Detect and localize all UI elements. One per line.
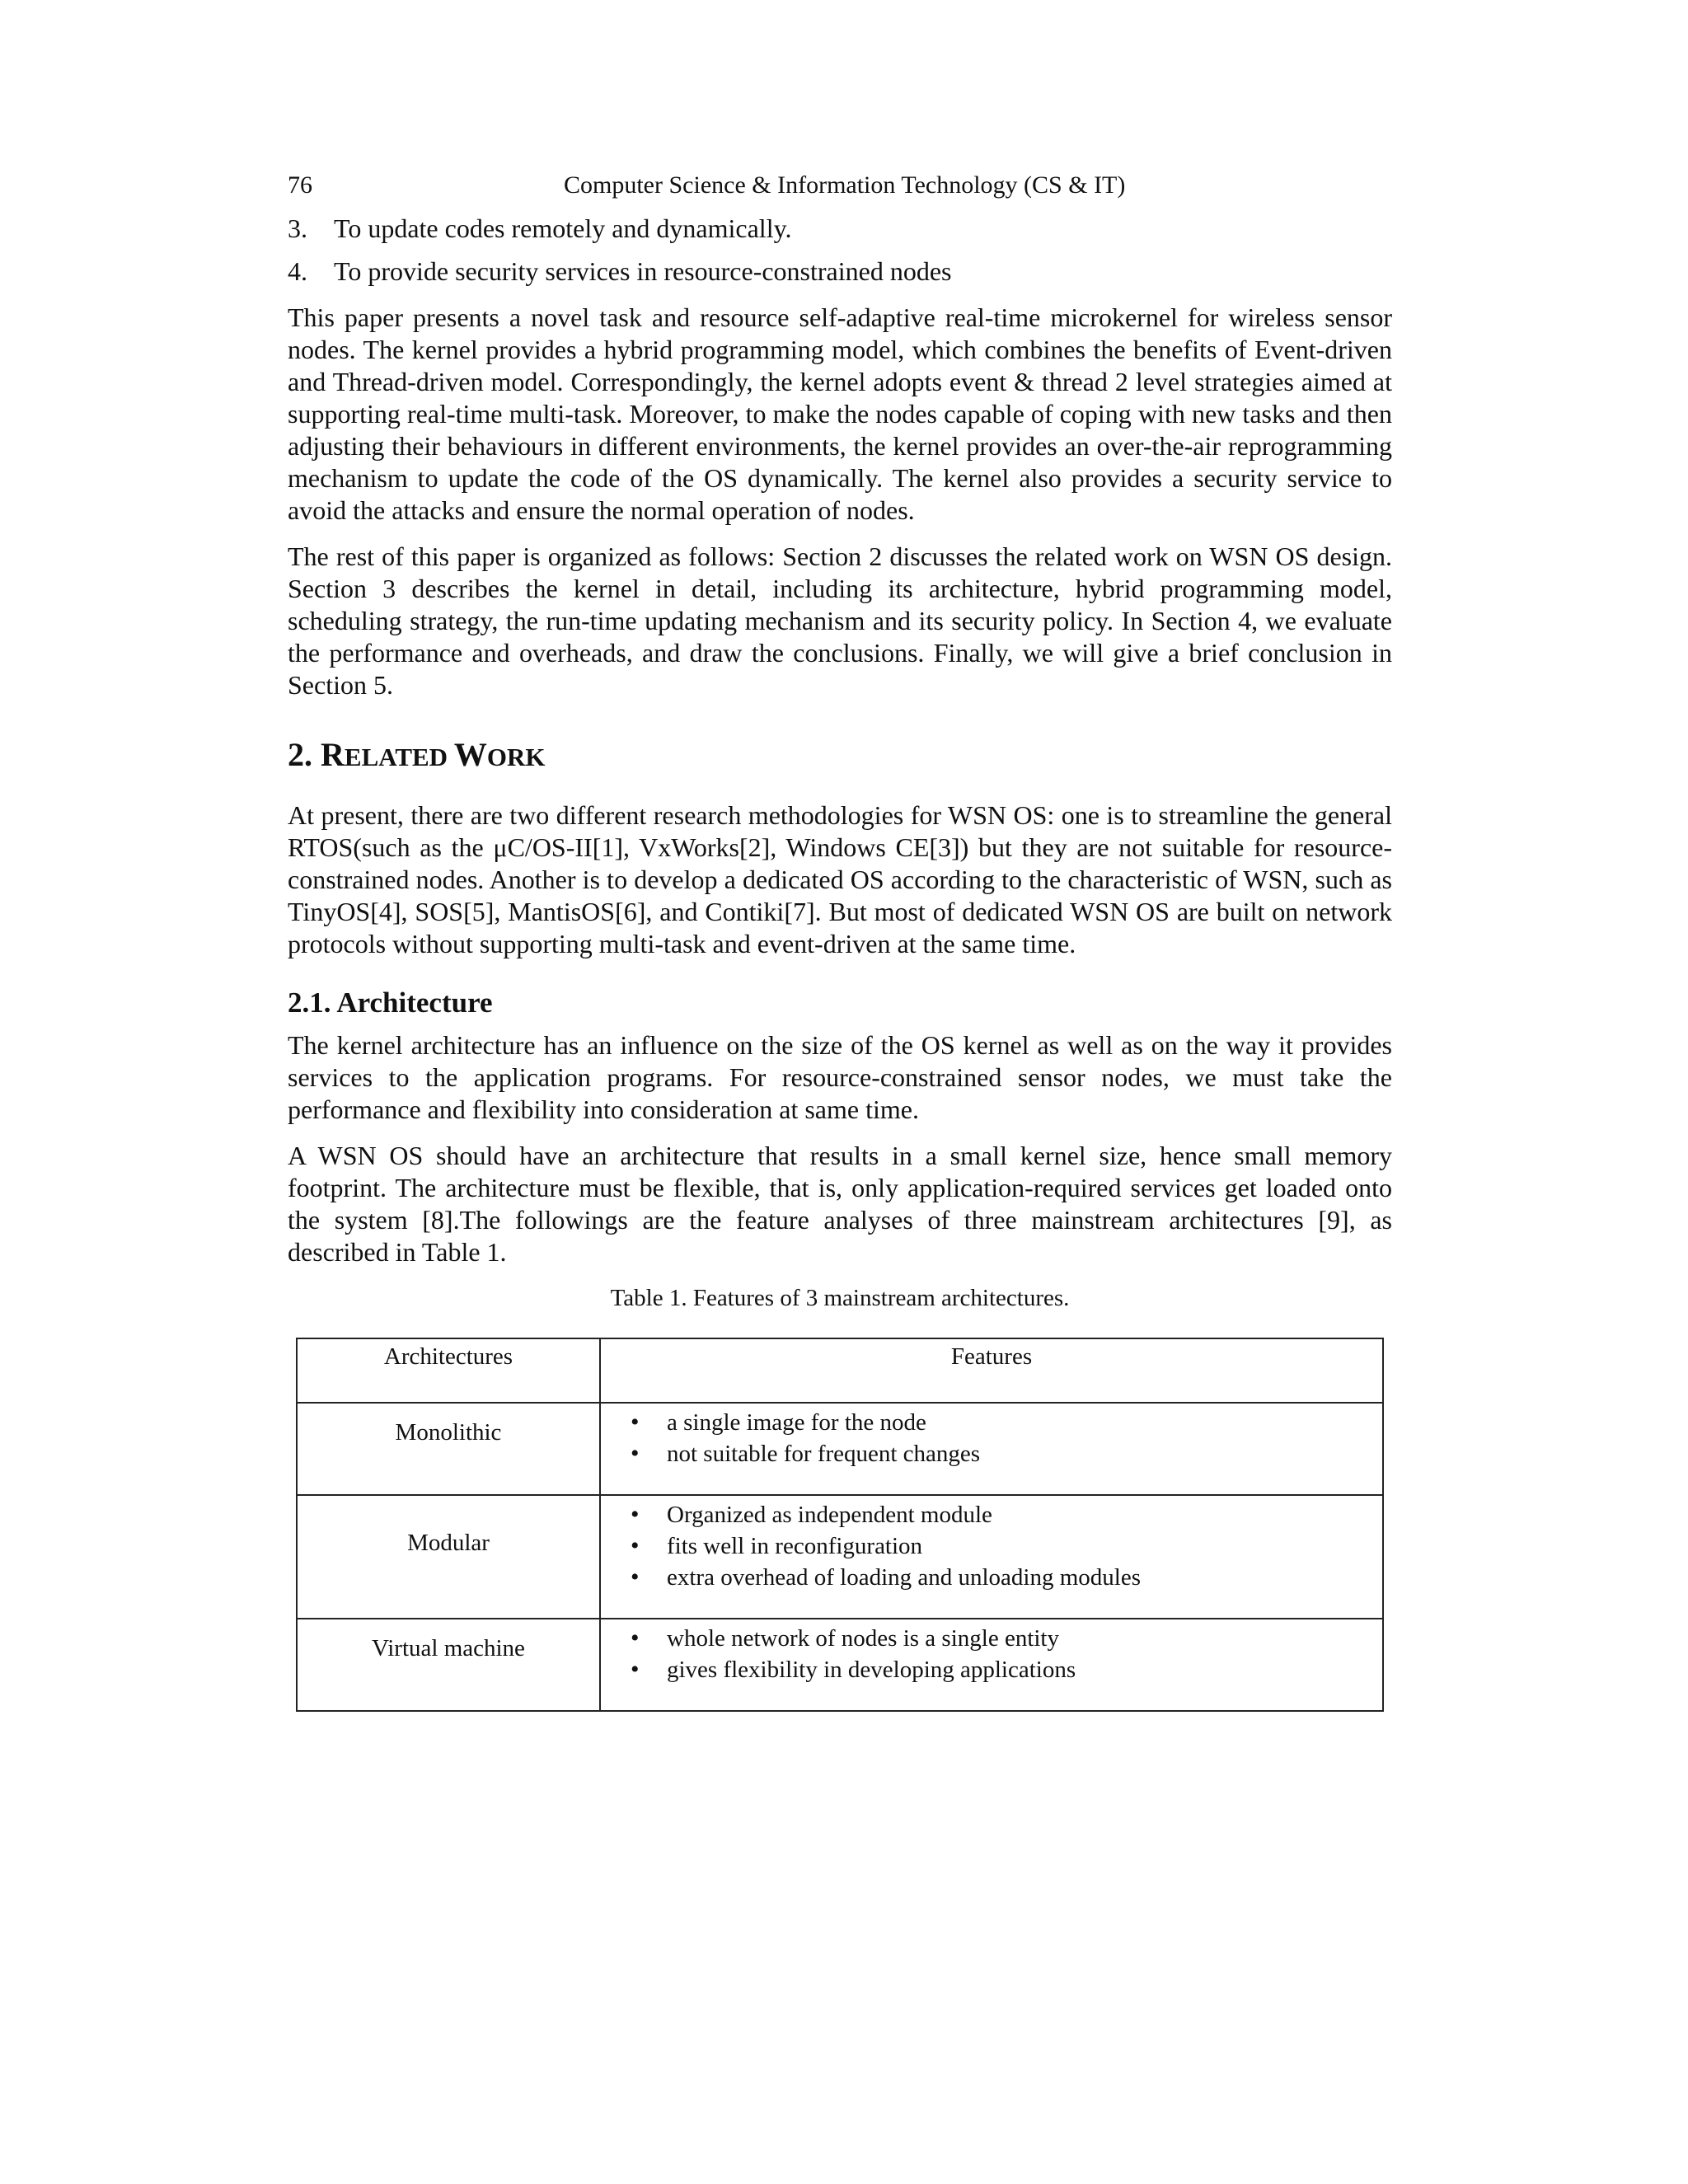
table-caption: Table 1. Features of 3 mainstream architectures. [610,1285,1070,1311]
section-title-initial-w: W [453,736,487,773]
list-number: 4. [288,256,307,286]
feature-list [601,1623,1382,1685]
feature-list [601,1499,1382,1593]
list-number: 3. [288,213,307,243]
subsection-heading-architecture: 2.1. Architecture [288,987,493,1019]
list-item [288,212,1392,245]
feature-item: • Organized as independent module [667,1499,1382,1530]
arch-cell: Modular [297,1495,600,1619]
arch-cell: Monolithic [297,1403,600,1495]
paragraph-related-work: At present, there are two different research methodologies for WSN OS: one is to streamline the general RTOS(such as the μC/OS-II[1], VxWorks[2], Windows CE[3]) but they are not suitable for resource-constrained nodes. Another is to develop a dedicated OS according to the characteristic of WSN, such as TinyOS[4], SOS[5], MantisOS[6], and Contiki[7]. But most of dedicated WSN OS are built on network protocols without supporting multi-task and event-driven at the same time. [288,800,1392,958]
list-text: To update codes remotely and dynamically. [334,213,792,243]
section-title-smallcaps-1: ELATED [344,743,454,771]
journal-title: Computer Science & Information Technology (CS & IT) [564,171,1126,199]
table-row [297,1619,1383,1711]
paragraph-architecture-2: A WSN OS should have an architecture that results in a small kernel size, hence small memory footprint. The architecture must be flexible, that is, only application-required services get loaded onto the system [8].The followings are the feature analyses of three mainstream architectures [9], as described in Table 1. [288,1141,1392,1267]
features-table [296,1338,1384,1712]
paragraph-organization: The rest of this paper is organized as follows: Section 2 discusses the related work on WSN OS design. Section 3 describes the kernel in detail, including its architecture, hybrid programming model, scheduling strategy, the run-time updating mechanism and its security policy. In Section 4, we evaluate the performance and overheads, and draw the conclusions. Finally, we will give a brief conclusion in Section 5. [288,541,1392,700]
paragraph-intro: This paper presents a novel task and resource self-adaptive real-time microkernel for wireless sensor nodes. The kernel provides a hybrid programming model, which combines the benefits of Event-driven and Thread-driven model. Correspondingly, the kernel adopts event & thread 2 level strategies aimed at supporting real-time multi-task. Moreover, to make the nodes capable of coping with new tasks and then adjusting their behaviours in different environments, the kernel provides an over-the-air reprogramming mechanism to update the code of the OS dynamically. The kernel also provides a security service to avoid the attacks and ensure the normal operation of nodes. [288,302,1392,525]
list-text: To provide security services in resource-constrained nodes [334,256,952,286]
list-item [288,255,1392,288]
table-header-row [297,1338,1383,1403]
feature-list [601,1407,1382,1469]
section-heading-related-work [288,734,1392,778]
table-row [297,1495,1383,1619]
feature-item: • a single image for the node [667,1407,1382,1438]
section-title-smallcaps-2: ORK [486,743,546,771]
paper-page [288,169,1392,1712]
feature-item: • extra overhead of loading and unloading modules [667,1562,1382,1593]
features-cell [600,1495,1383,1619]
header-architectures: Architectures [297,1338,600,1403]
features-cell [600,1403,1383,1495]
feature-item: • not suitable for frequent changes [667,1438,1382,1469]
paragraph-architecture-1: The kernel architecture has an influence on the size of the OS kernel as well as on the way it provides services to the application programs. For resource-constrained sensor nodes, we must take the performance and flexibility into consideration at same time. [288,1030,1392,1124]
table-row [297,1403,1383,1495]
arch-cell: Virtual machine [297,1619,600,1711]
feature-item: • gives flexibility in developing applications [667,1654,1382,1685]
features-cell [600,1619,1383,1711]
running-header [288,169,1392,202]
feature-item: • whole network of nodes is a single entity [667,1623,1382,1654]
feature-item: • fits well in reconfiguration [667,1530,1382,1562]
section-number: 2. [288,736,321,773]
page-number: 76 [288,171,312,199]
section-title-initial-r: R [321,736,345,773]
header-features: Features [600,1338,1383,1403]
